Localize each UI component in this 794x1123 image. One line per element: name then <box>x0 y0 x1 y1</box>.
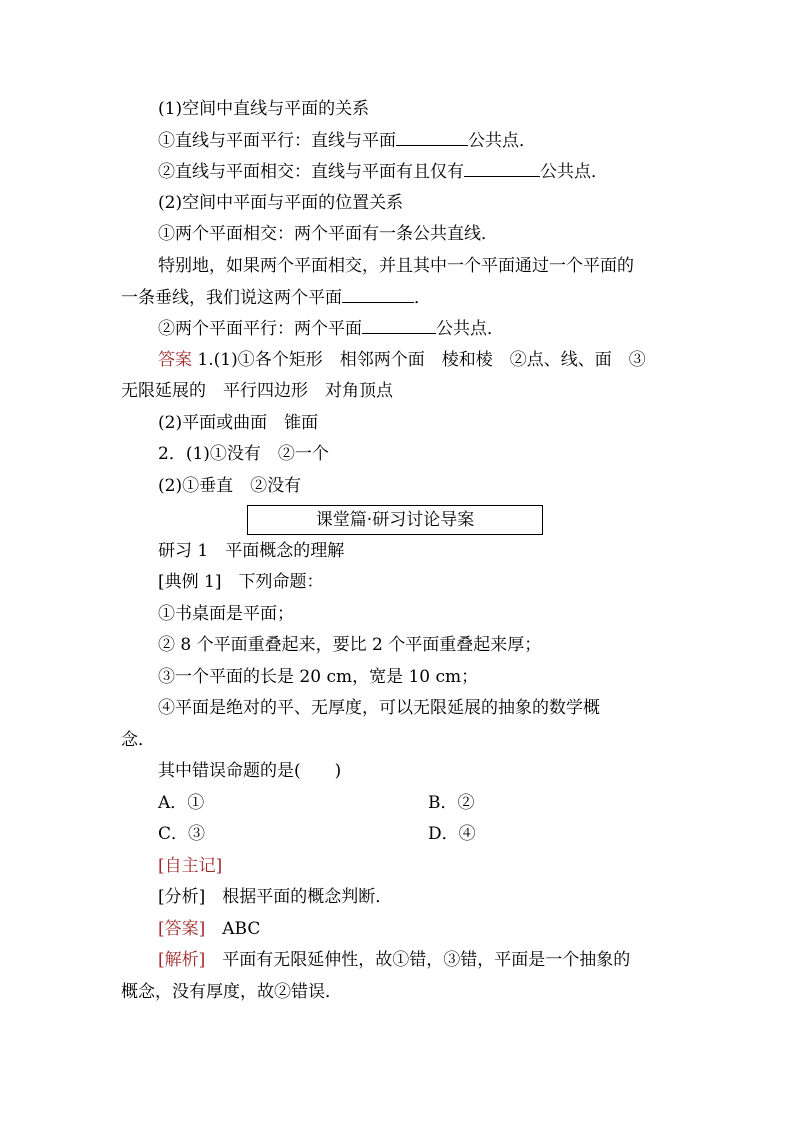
explain-text-1: 平面有无限延伸性，故①错，③错，平面是一个抽象的 <box>205 950 631 970</box>
special-case-row-2 <box>121 286 431 309</box>
answer-text-1: 1.(1)①各个矩形 相邻两个面 棱和棱 ②点、线、面 ③ <box>192 350 646 370</box>
plane-intersect-row: ①两个平面相交：两个平面有一条公共直线． <box>158 224 498 244</box>
answer-key-label: [答案] <box>158 919 206 939</box>
proposition-4-cont: 念． <box>121 730 155 750</box>
proposition-3: ③一个平面的长是 20 cm，宽是 10 cm； <box>158 667 479 687</box>
example-text: 下列命题： <box>221 572 324 592</box>
special-case-text: 一条垂线，我们说这两个平面 <box>121 288 342 308</box>
line-parallel-row <box>158 129 536 152</box>
plane-parallel-text: ②两个平面平行：两个平面 <box>158 319 362 339</box>
study-title: 研习 1 平面概念的理解 <box>158 541 345 561</box>
line-parallel-tail: 公共点． <box>468 131 536 151</box>
question-row: 其中错误命题的是( ) <box>158 761 342 781</box>
fill-blank-2 <box>464 160 540 177</box>
section-heading-line-plane: (1)空间中直线与平面的关系 <box>158 99 370 119</box>
special-case-row: 特别地，如果两个平面相交，并且其中一个平面通过一个平面的 <box>158 256 634 276</box>
fill-blank-1 <box>396 129 468 146</box>
line-parallel-text: ①直线与平面平行：直线与平面 <box>158 131 396 151</box>
fill-blank-3 <box>342 286 414 303</box>
explain-row <box>158 949 630 971</box>
self-note-label: [自主记] <box>158 856 223 876</box>
analysis-row <box>158 886 392 908</box>
analysis-text: 根据平面的概念判断． <box>205 887 393 907</box>
section-title-box: 课堂篇·研习讨论导案 <box>247 505 543 535</box>
answer-key-text: ABC <box>205 919 261 939</box>
analysis-label: [分析] <box>158 887 206 907</box>
proposition-2: ② 8 个平面重叠起来，要比 2 个平面重叠起来厚； <box>158 635 542 655</box>
option-d: D．④ <box>428 824 476 844</box>
answer-row-1 <box>158 349 646 371</box>
plane-parallel-row <box>158 317 504 340</box>
line-intersect-tail: 公共点． <box>540 162 608 182</box>
explain-label: [解析] <box>158 950 206 970</box>
plane-parallel-tail: 公共点． <box>436 319 504 339</box>
line-intersect-row <box>158 160 608 183</box>
example-row <box>158 571 323 593</box>
fill-blank-4 <box>362 317 436 334</box>
example-label: [典例 1] <box>158 572 222 592</box>
answer-row-4: 2．(1)①没有 ②一个 <box>158 444 329 464</box>
answer-row-3: (2)平面或曲面 锥面 <box>158 413 319 433</box>
explain-row-2: 概念，没有厚度，故②错误． <box>121 982 342 1002</box>
proposition-4: ④平面是绝对的平、无厚度，可以无限延展的抽象的数学概 <box>158 698 600 718</box>
answer-row-5: (2)①垂直 ②没有 <box>158 476 302 496</box>
proposition-1: ①书桌面是平面； <box>158 604 294 624</box>
section-heading-plane-plane: (2)空间中平面与平面的位置关系 <box>158 193 404 213</box>
answer-key-row <box>158 918 260 940</box>
line-intersect-text: ②直线与平面相交：直线与平面有且仅有 <box>158 162 464 182</box>
answer-row-2: 无限延展的 平行四边形 对角顶点 <box>121 381 393 401</box>
option-a: A．① <box>158 793 205 813</box>
special-case-tail: ． <box>414 288 431 308</box>
option-c: C．③ <box>158 824 206 844</box>
option-b: B．② <box>428 793 475 813</box>
answer-label: 答案 <box>158 350 192 370</box>
